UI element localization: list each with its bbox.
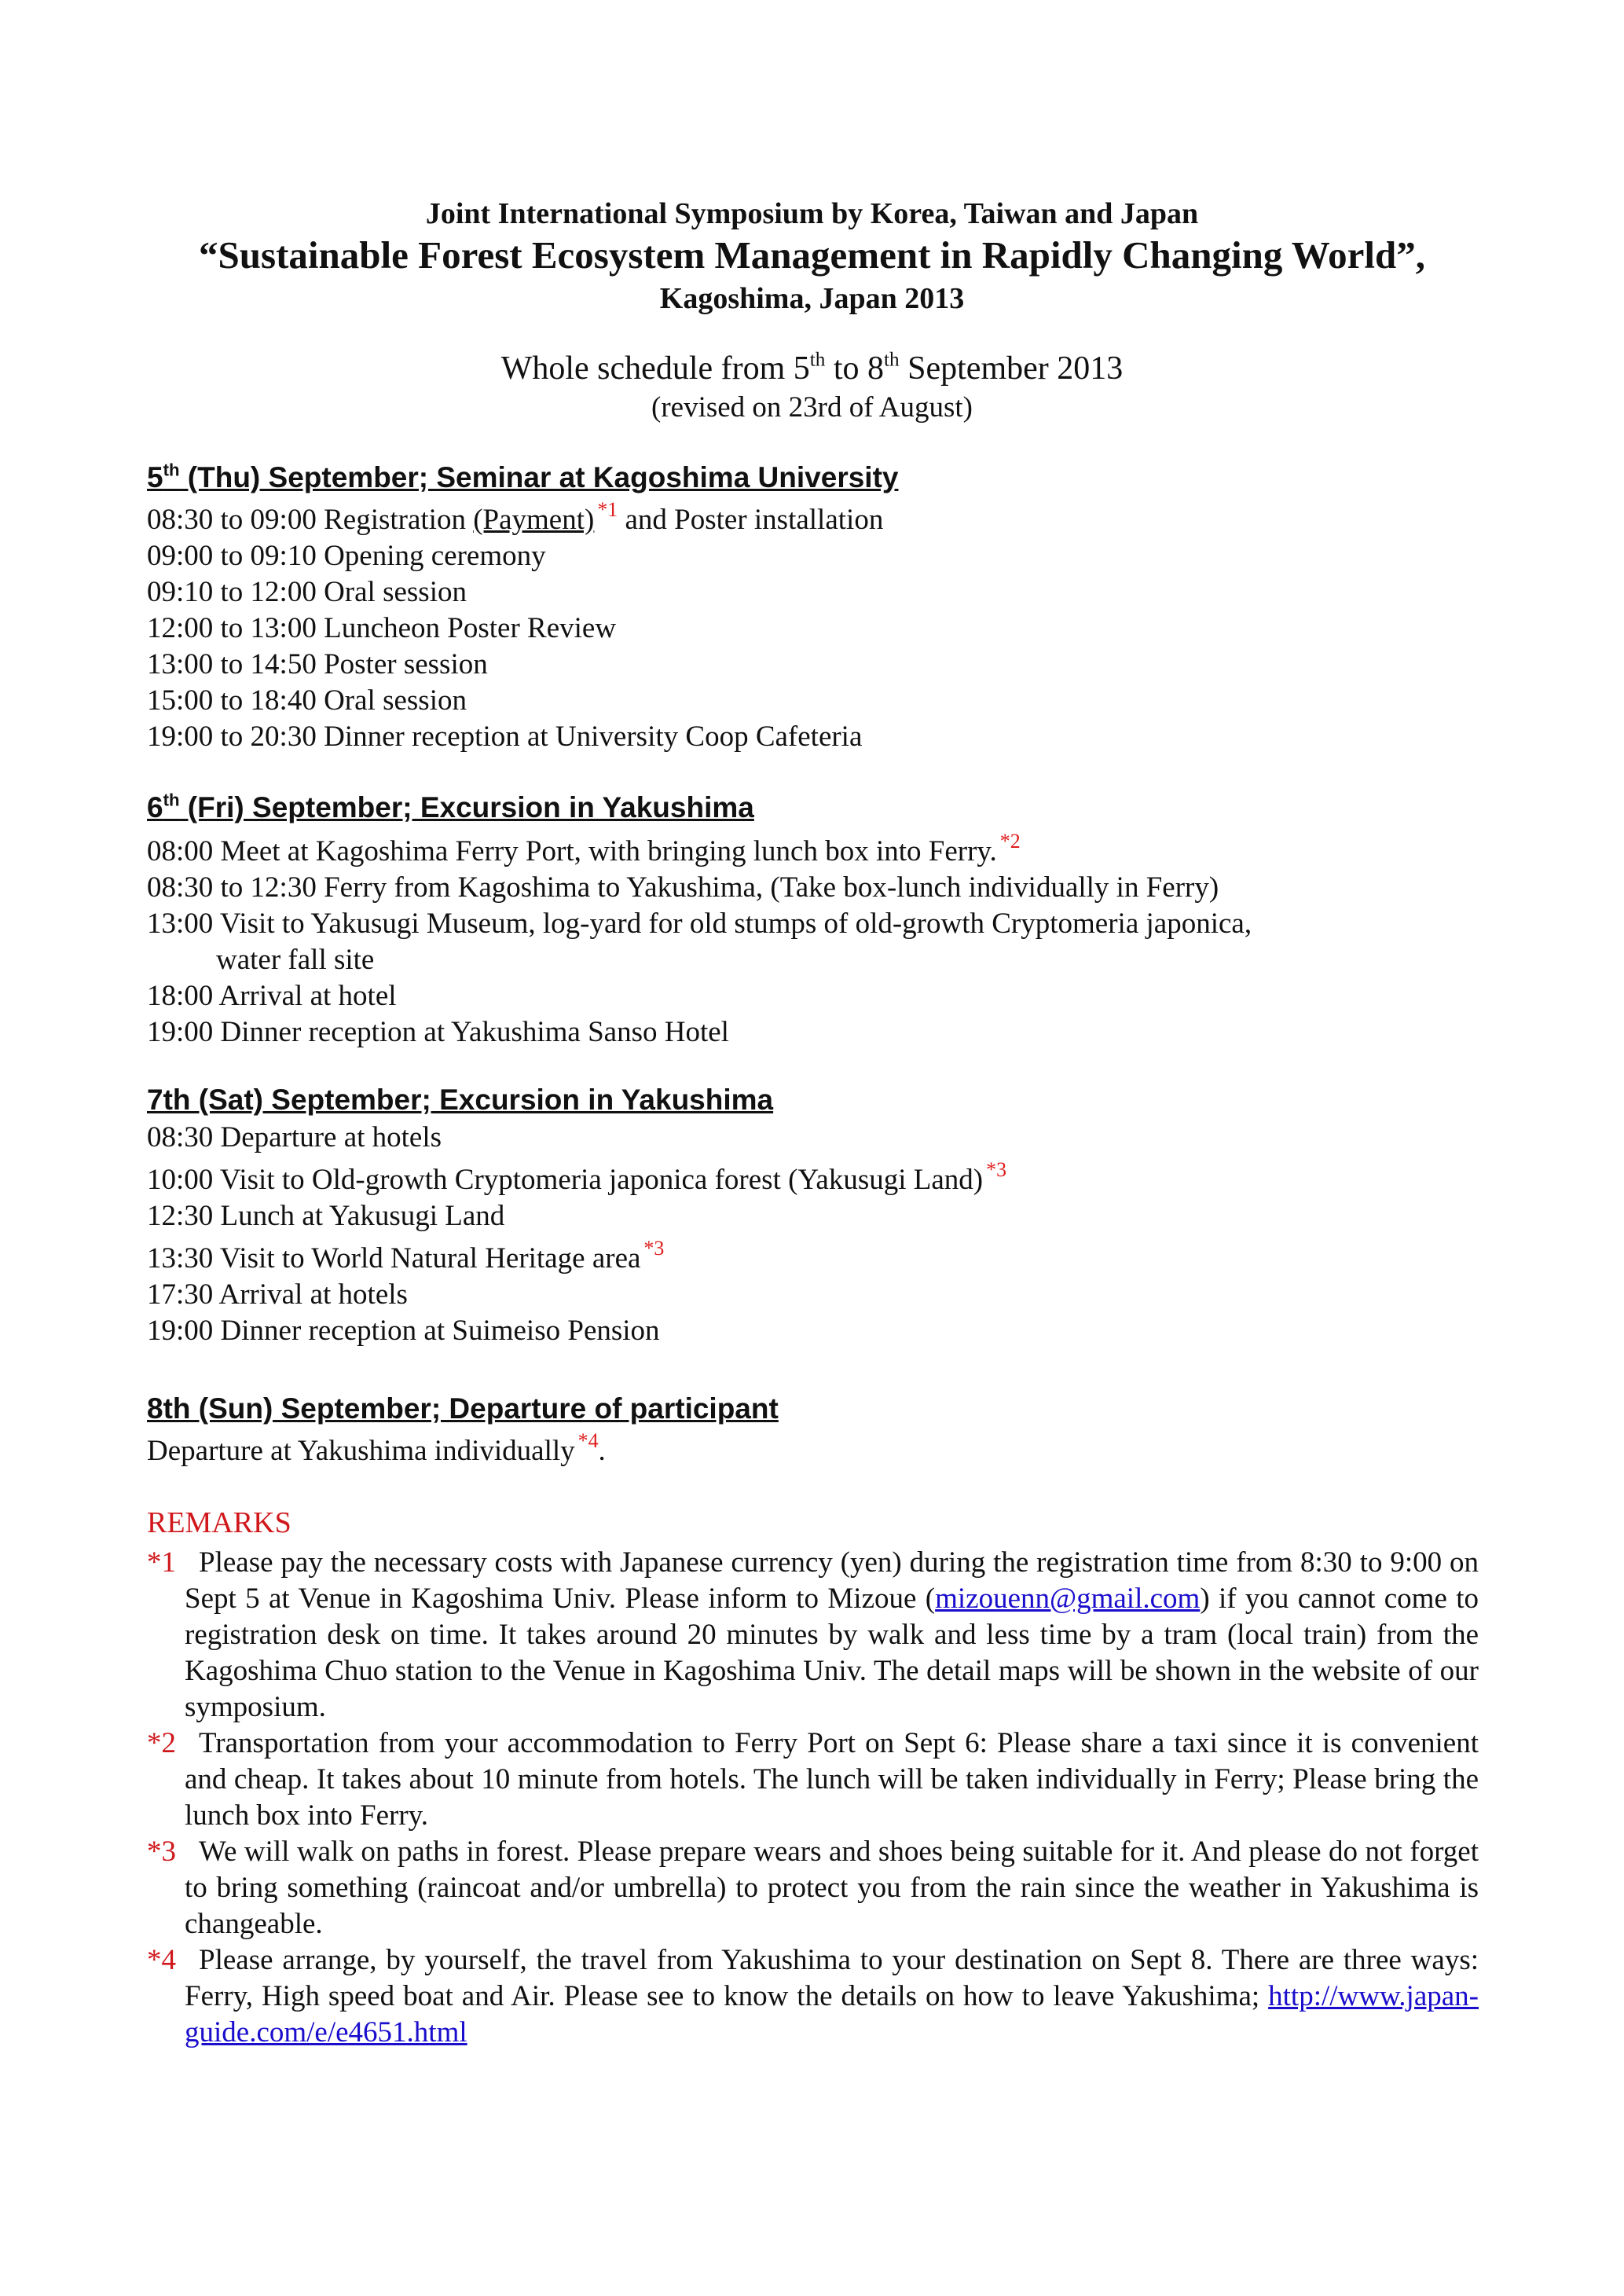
remark-marker: *1 <box>147 1546 176 1579</box>
schedule-row: 09:00 to 09:10 Opening ceremony <box>147 540 546 572</box>
schedule-row: 13:30 Visit to World Natural Heritage area $^{*3}$ <box>147 1237 665 1275</box>
remark-2: *2 Transportation from your accommodation to Ferry Port on Sept 6: Please share a taxi since it is convenient and cheap. It takes about 10 minute from hotels. The lunch will be taken individually in Ferry; Please bring the lunch box into Ferry. <box>147 1727 1479 1832</box>
schedule-row: 18:00 Arrival at hotel <box>147 980 397 1012</box>
schedule-row: 12:30 Lunch at Yakusugi Land <box>147 1200 505 1232</box>
email-link[interactable]: mizouenn@gmail.com <box>935 1583 1201 1615</box>
day4-section <box>147 1389 1483 1469</box>
day1-section <box>147 458 1483 755</box>
day2-heading: 6th (Fri) September; Excursion in Yakushima <box>147 790 754 823</box>
remark-marker: *2 <box>147 1727 176 1759</box>
remark-marker: *3 <box>147 1836 176 1868</box>
schedule-title: Whole schedule from 5th to 8th September 2013 <box>500 349 1124 387</box>
day3-section <box>147 1080 1483 1349</box>
schedule-row: 08:30 to 12:30 Ferry from Kagoshima to Yakushima, (Take box-lunch individually in Ferry) <box>147 871 1219 904</box>
ref-mark: *4 <box>577 1429 599 1453</box>
revised-note: (revised on 23rd of August) <box>651 391 973 424</box>
ref-mark: *1 <box>597 498 618 522</box>
schedule-row: 08:00 Meet at Kagoshima Ferry Port, with bringing lunch box into Ferry. $^{*2}$ <box>147 830 1021 867</box>
schedule-row: 19:00 Dinner reception at Suimeiso Pension <box>147 1315 660 1347</box>
schedule-row: 08:30 Departure at hotels <box>147 1121 442 1154</box>
schedule-row: Departure at Yakushima individually $^{*4}$. <box>147 1429 606 1467</box>
schedule-row: 13:00 to 14:50 Poster session <box>147 648 488 680</box>
ref-mark: *2 <box>999 830 1021 853</box>
remarks-heading: REMARKS <box>147 1506 291 1539</box>
symposium-title: “Sustainable Forest Ecosystem Management in Rapidly Changing World”, <box>199 233 1425 277</box>
symposium-subtitle: Joint International Symposium by Korea, Taiwan and Japan <box>425 197 1199 230</box>
ref-mark: *3 <box>643 1237 665 1260</box>
day3-heading: 7th (Sat) September; Excursion in Yakushima <box>147 1084 774 1116</box>
schedule-row: 12:00 to 13:00 Luncheon Poster Review <box>147 612 617 644</box>
remark-4: *4 Please arrange, by yourself, the travel from Yakushima to your destination on Sept 8. There are three ways: Ferry, High speed boat and Air. Please see to know the details on how to leave Yakushima; http://www.japan-guide.com/e/e4651.html <box>147 1944 1479 2048</box>
remark-marker: *4 <box>147 1944 176 1976</box>
ref-mark: *3 <box>986 1158 1007 1182</box>
schedule-row: 15:00 to 18:40 Oral session <box>147 684 467 717</box>
day1-heading: 5th (Thu) September; Seminar at Kagoshima University <box>147 460 899 493</box>
day4-heading: 8th (Sun) September; Departure of participant <box>147 1392 779 1425</box>
schedule-row: 19:00 Dinner reception at Yakushima Sanso Hotel <box>147 1016 729 1048</box>
schedule-row-continuation: water fall site <box>216 944 375 976</box>
day1-row-registration: 08:30 to 09:00 Registration (Payment) $^{*1}$ and Poster installation <box>147 498 884 536</box>
payment-text: (Payment) <box>473 504 595 536</box>
schedule-row: 17:30 Arrival at hotels <box>147 1278 408 1311</box>
remark-1: *1 Please pay the necessary costs with Japanese currency (yen) during the registration time from 8:30 to 9:00 on Sept 5 at Venue in Kagoshima Univ. Please inform to Mizoue (mizouenn@gmail.com) if you cannot come to registration desk on time. It takes around 20 minutes by walk and less time by a tram (local train) from the Kagoshima Chuo station to the Venue in Kagoshima Univ. The detail maps will be shown in the website of our symposium. <box>147 1546 1479 1723</box>
remark-3: *3 We will walk on paths in forest. Please prepare wears and shoes being suitable for it. And please do not forget to bring something (raincoat and/or umbrella) to protect you from the rain since the weather in Yakushima is changeable. <box>147 1836 1479 1940</box>
symposium-location: Kagoshima, Japan 2013 <box>659 282 965 315</box>
day2-section <box>147 788 1483 1051</box>
japan-guide-link[interactable]: http://www.japan-guide.com/e/e4651.html <box>185 1980 1479 2048</box>
schedule-row: 09:10 to 12:00 Oral session <box>147 576 467 608</box>
schedule-row: 19:00 to 20:30 Dinner reception at University Coop Cafeteria <box>147 721 863 753</box>
schedule-row: 10:00 Visit to Old-growth Cryptomeria japonica forest (Yakusugi Land) $^{*3}$ <box>147 1158 1007 1196</box>
schedule-row: 13:00 Visit to Yakusugi Museum, log-yard for old stumps of old-growth Cryptomeria japonica, <box>147 908 1252 940</box>
